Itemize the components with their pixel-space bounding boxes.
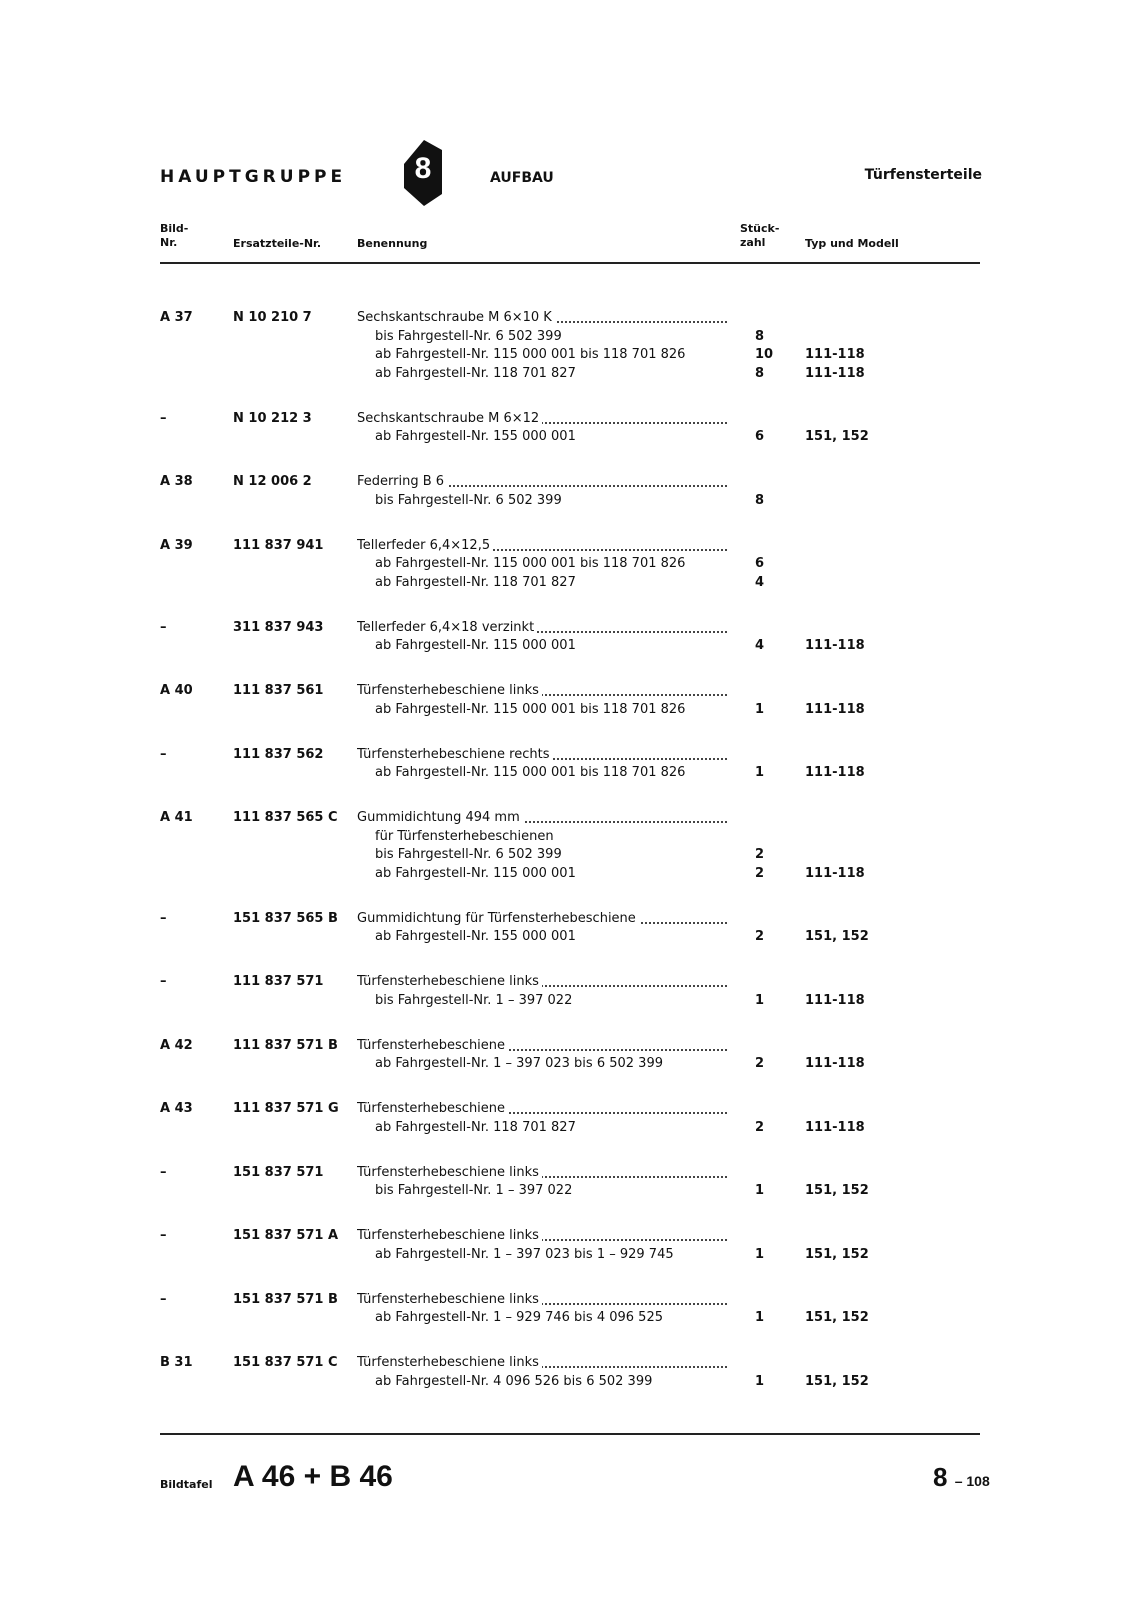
part-detail: ab Fahrgestell-Nr. 118 701 827 (375, 365, 576, 381)
part-description (357, 1228, 727, 1243)
part-line (0, 1228, 1132, 1247)
part-line (0, 1165, 1132, 1184)
part-line (0, 575, 1132, 594)
bild-nr: – (160, 746, 167, 762)
part-line (0, 1056, 1132, 1075)
part-line (0, 638, 1132, 657)
part-line (0, 1355, 1132, 1374)
type-model: 111-118 (805, 1119, 865, 1135)
quantity: 10 (755, 347, 774, 362)
page-number-main: 8 (933, 1462, 948, 1492)
quantity: 2 (755, 1056, 765, 1071)
part-number: 151 837 565 B (233, 910, 338, 926)
part-detail: bis Fahrgestell-Nr. 6 502 399 (375, 492, 562, 508)
quantity: 8 (755, 328, 765, 344)
col-bild-nr: Bild- Nr. (160, 222, 189, 249)
part-number: 151 837 571 (233, 1164, 324, 1180)
bild-nr: – (160, 410, 167, 426)
part-line (0, 911, 1132, 930)
part-number: 111 837 571 G (233, 1101, 339, 1116)
quantity: 2 (755, 1119, 765, 1135)
part-description (357, 1165, 727, 1180)
part-line (0, 474, 1132, 493)
part-line (0, 1183, 1132, 1202)
part-description-text: Tellerfeder 6,4×12,5 (357, 538, 493, 553)
part-detail: ab Fahrgestell-Nr. 115 000 001 (375, 865, 576, 881)
part-description (357, 538, 727, 553)
part-description (357, 1292, 727, 1307)
header-rule (160, 262, 980, 264)
bild-nr: – (160, 910, 167, 926)
part-description (357, 683, 727, 698)
part-description-text: Gummidichtung für Türfensterhebeschiene (357, 911, 639, 926)
type-model: 111-118 (805, 365, 865, 381)
part-line (0, 993, 1132, 1012)
part-number: N 10 210 7 (233, 310, 312, 325)
part-description-text: Türfensterhebeschiene links (357, 1228, 542, 1243)
part-number: N 10 212 3 (233, 410, 312, 426)
quantity: 8 (755, 365, 765, 381)
part-number: 111 837 562 (233, 746, 324, 762)
part-number: 111 837 561 (233, 683, 324, 698)
section-title: AUFBAU (490, 170, 554, 186)
part-line (0, 810, 1132, 829)
part-line (0, 1374, 1132, 1393)
part-description (357, 620, 727, 635)
part-line (0, 1310, 1132, 1329)
col-stueckzahl: Stück- zahl (740, 222, 780, 249)
part-line (0, 1120, 1132, 1139)
part-description (357, 474, 727, 489)
part-line (0, 429, 1132, 448)
col-typ-modell: Typ und Modell (805, 237, 899, 250)
type-model: 151, 152 (805, 1183, 869, 1198)
part-description (357, 310, 727, 325)
part-line (0, 702, 1132, 721)
part-line (0, 1247, 1132, 1266)
bild-nr: A 38 (160, 474, 193, 489)
part-description (357, 810, 727, 825)
part-line (0, 683, 1132, 702)
part-detail: ab Fahrgestell-Nr. 115 000 001 bis 118 701 826 (375, 347, 686, 362)
part-number: 151 837 571 C (233, 1355, 338, 1370)
quantity: 1 (755, 1183, 765, 1198)
part-description (357, 911, 727, 926)
part-detail: ab Fahrgestell-Nr. 115 000 001 bis 118 701 826 (375, 556, 686, 571)
part-detail: ab Fahrgestell-Nr. 115 000 001 (375, 638, 576, 653)
bild-nr: – (160, 1164, 167, 1180)
type-model: 111-118 (805, 992, 865, 1008)
part-description (357, 974, 727, 989)
bild-nr: A 41 (160, 810, 193, 825)
col-benennung: Benennung (357, 237, 428, 250)
type-model: 151, 152 (805, 929, 869, 944)
quantity: 1 (755, 701, 765, 717)
part-line (0, 847, 1132, 866)
bild-nr: B 31 (160, 1355, 193, 1370)
part-description (357, 747, 727, 762)
bild-nr: – (160, 974, 167, 989)
page-title: Türfensterteile (864, 167, 982, 183)
footer-rule (160, 1433, 980, 1435)
part-description-text: Türfensterhebeschiene links (357, 1165, 542, 1180)
part-line (0, 329, 1132, 348)
quantity: 4 (755, 574, 765, 590)
part-description-text: Türfensterhebeschiene links (357, 974, 542, 989)
type-model: 111-118 (805, 765, 865, 780)
part-description-text: Türfensterhebeschiene links (357, 1355, 542, 1370)
type-model: 151, 152 (805, 1246, 869, 1262)
group-number: 8 (414, 152, 432, 185)
quantity: 8 (755, 492, 765, 508)
part-number: 151 837 571 A (233, 1228, 339, 1243)
bild-nr: A 42 (160, 1037, 193, 1053)
type-model: 111-118 (805, 865, 865, 881)
part-detail: ab Fahrgestell-Nr. 1 – 397 023 bis 6 502 399 (375, 1056, 663, 1071)
part-description-text: Sechskantschraube M 6×10 K (357, 310, 555, 325)
part-number: N 12 006 2 (233, 474, 312, 489)
part-description (357, 411, 727, 426)
part-number: 151 837 571 B (233, 1291, 338, 1307)
part-detail: bis Fahrgestell-Nr. 1 – 397 022 (375, 992, 573, 1008)
part-line (0, 765, 1132, 784)
plate-number: A 46 + B 46 (233, 1460, 393, 1493)
quantity: 2 (755, 929, 765, 944)
part-line (0, 929, 1132, 948)
quantity: 6 (755, 429, 765, 444)
type-model: 151, 152 (805, 1310, 869, 1325)
bild-nr: A 37 (160, 310, 193, 325)
part-description-text: Sechskantschraube M 6×12 (357, 411, 542, 426)
part-detail: bis Fahrgestell-Nr. 1 – 397 022 (375, 1183, 573, 1198)
quantity: 1 (755, 992, 765, 1008)
bild-nr: – (160, 619, 167, 635)
quantity: 2 (755, 847, 765, 862)
part-line (0, 747, 1132, 766)
part-line (0, 493, 1132, 512)
part-number: 111 837 571 (233, 974, 324, 989)
bild-nr: – (160, 1228, 167, 1243)
part-detail: ab Fahrgestell-Nr. 155 000 001 (375, 429, 576, 444)
part-detail: ab Fahrgestell-Nr. 118 701 827 (375, 574, 576, 590)
col-ersatzteile-nr: Ersatzteile-Nr. (233, 237, 322, 250)
quantity: 1 (755, 1373, 765, 1389)
part-line (0, 556, 1132, 575)
quantity: 6 (755, 556, 765, 571)
part-detail: ab Fahrgestell-Nr. 155 000 001 (375, 929, 576, 944)
part-line (0, 310, 1132, 329)
page-number-sub: – 108 (954, 1473, 990, 1489)
part-description-text: Gummidichtung 494 mm (357, 810, 523, 825)
part-line (0, 538, 1132, 557)
part-detail: für Türfensterhebeschienen (375, 828, 554, 844)
part-detail: ab Fahrgestell-Nr. 115 000 001 bis 118 701 826 (375, 765, 686, 780)
part-line (0, 366, 1132, 385)
part-description (357, 1355, 727, 1370)
part-description-text: Tellerfeder 6,4×18 verzinkt (357, 620, 537, 635)
quantity: 2 (755, 865, 765, 881)
part-detail: ab Fahrgestell-Nr. 1 – 397 023 bis 1 – 929 745 (375, 1246, 674, 1262)
part-description-text: Türfensterhebeschiene (357, 1101, 508, 1116)
page-number (933, 1462, 990, 1493)
part-detail: bis Fahrgestell-Nr. 6 502 399 (375, 328, 562, 344)
bild-nr: A 39 (160, 537, 193, 553)
footer-label: Bildtafel (160, 1478, 213, 1491)
part-line (0, 829, 1132, 848)
part-line (0, 974, 1132, 993)
part-line (0, 620, 1132, 639)
part-line (0, 866, 1132, 885)
part-description (357, 1038, 727, 1053)
type-model: 111-118 (805, 347, 865, 362)
part-number: 111 837 941 (233, 537, 324, 553)
type-model: 111-118 (805, 1056, 865, 1071)
bild-nr: A 43 (160, 1101, 193, 1116)
part-number: 111 837 565 C (233, 810, 338, 825)
type-model: 151, 152 (805, 429, 869, 444)
part-line (0, 347, 1132, 366)
part-number: 111 837 571 B (233, 1037, 338, 1053)
part-description-text: Türfensterhebeschiene links (357, 683, 542, 698)
part-line (0, 1292, 1132, 1311)
part-number: 311 837 943 (233, 619, 324, 635)
part-description-text: Federring B 6 (357, 474, 447, 489)
main-group-label: HAUPTGRUPPE (160, 167, 347, 187)
type-model: 111-118 (805, 701, 865, 717)
part-detail: ab Fahrgestell-Nr. 1 – 929 746 bis 4 096 525 (375, 1310, 663, 1325)
bild-nr: – (160, 1291, 167, 1307)
part-detail: ab Fahrgestell-Nr. 115 000 001 bis 118 701 826 (375, 701, 686, 717)
part-line (0, 411, 1132, 430)
part-line (0, 1101, 1132, 1120)
part-detail: ab Fahrgestell-Nr. 4 096 526 bis 6 502 399 (375, 1373, 653, 1389)
part-description (357, 1101, 727, 1116)
part-description-text: Türfensterhebeschiene (357, 1038, 508, 1053)
quantity: 4 (755, 638, 765, 653)
part-description-text: Türfensterhebeschiene rechts (357, 747, 552, 762)
bild-nr: A 40 (160, 683, 193, 698)
quantity: 1 (755, 1246, 765, 1262)
type-model: 111-118 (805, 638, 865, 653)
part-detail: bis Fahrgestell-Nr. 6 502 399 (375, 847, 562, 862)
type-model: 151, 152 (805, 1373, 869, 1389)
quantity: 1 (755, 1310, 765, 1325)
part-description-text: Türfensterhebeschiene links (357, 1292, 542, 1307)
quantity: 1 (755, 765, 765, 780)
part-detail: ab Fahrgestell-Nr. 118 701 827 (375, 1119, 576, 1135)
part-line (0, 1038, 1132, 1057)
